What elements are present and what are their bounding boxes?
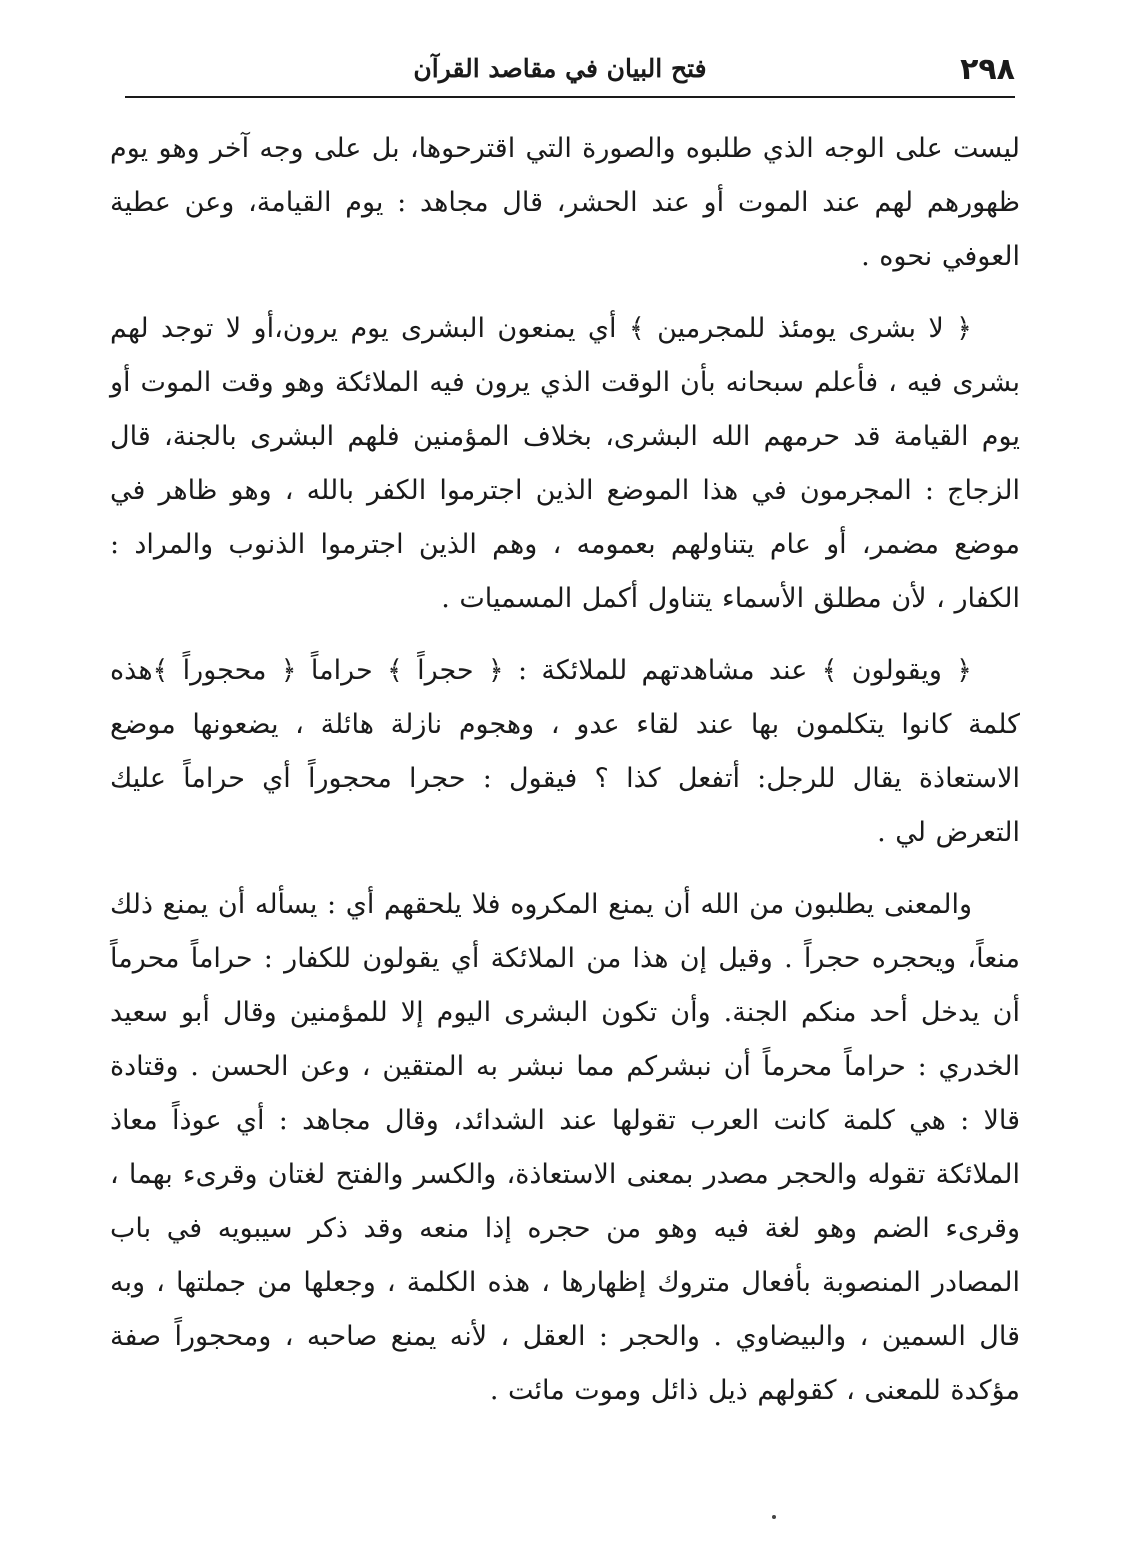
header-rule <box>125 96 1015 98</box>
paragraph-3: ﴿ ويقولون ﴾ عند مشاهدتهم للملائكة : ﴿ حجراً ﴾ حراماً ﴿ محجوراً ﴾هذه كلمة كانوا يتكلمون بها عند لقاء عدو ، وهجوم نازلة هائلة ، يضعونها موضع الاستعاذة يقال للرجل: أتفعل كذا ؟ فيقول : حجرا محجوراً أي حراماً عليك التعرض لي . <box>110 655 1020 848</box>
running-title: فتح البيان في مقاصد القرآن <box>413 54 707 83</box>
scan-speck <box>772 1515 776 1519</box>
page-header <box>125 48 1015 96</box>
paragraph-4: والمعنى يطلبون من الله أن يمنع المكروه فلا يلحقهم أي : يسأله أن يمنع ذلك منعاً، ويحجره حجراً . وقيل إن هذا من الملائكة أي يقولون للكفار : حراماً محرماً أن يدخل أحد منكم الجنة. وأن تكون البشرى اليوم إلا للمؤمنين وقال أبو سعيد الخدري : حراماً محرماً أن نبشركم مما نبشر به المتقين ، وعن الحسن . وقتادة قالا : هي كلمة كانت العرب تقولها عند الشدائد، وقال مجاهد : أي عوذاً معاذ الملائكة تقوله والحجر مصدر بمعنى الاستعاذة، والكسر والفتح لغتان وقرىء بهما ، وقرىء الضم وهو لغة فيه وهو من حجره إذا منعه وقد ذكر سيبويه في باب المصادر المنصوبة بأفعال متروك إظهارها ، هذه الكلمة ، وجعلها من جملتها ، وبه قال السمين ، والبيضاوي . والحجر : العقل ، لأنه يمنع صاحبه ، ومحجوراً صفة مؤكدة للمعنى ، كقولهم ذيل ذائل وموت مائت . <box>110 889 1020 1406</box>
paragraph-1: ليست على الوجه الذي طلبوه والصورة التي اقترحوها، بل على وجه آخر وهو يوم ظهورهم لهم عند الموت أو عند الحشر، قال مجاهد : يوم القيامة، وعن عطية العوفي نحوه . <box>110 133 1020 272</box>
paragraph-2: ﴿ لا بشرى يومئذ للمجرمين ﴾ أي يمنعون البشرى يوم يرون،أو لا توجد لهم بشرى فيه ، فأعلم سبحانه بأن الوقت الذي يرون فيه الملائكة وهو وقت الموت أو يوم القيامة قد حرمهم الله البشرى، بخلاف المؤمنين فلهم البشرى بالجنة، قال الزجاج : المجرمون في هذا الموضع الذين اجترموا الكفر بالله ، وهو ظاهر في موضع مضمر، أو عام يتناولهم بعمومه ، وهم الذين اجترموا الذنوب والمراد : الكفار ، لأن مطلق الأسماء يتناول أكمل المسميات . <box>110 313 1021 614</box>
page-body <box>110 122 1020 1436</box>
page-number: ٢٩٨ <box>960 52 1015 87</box>
